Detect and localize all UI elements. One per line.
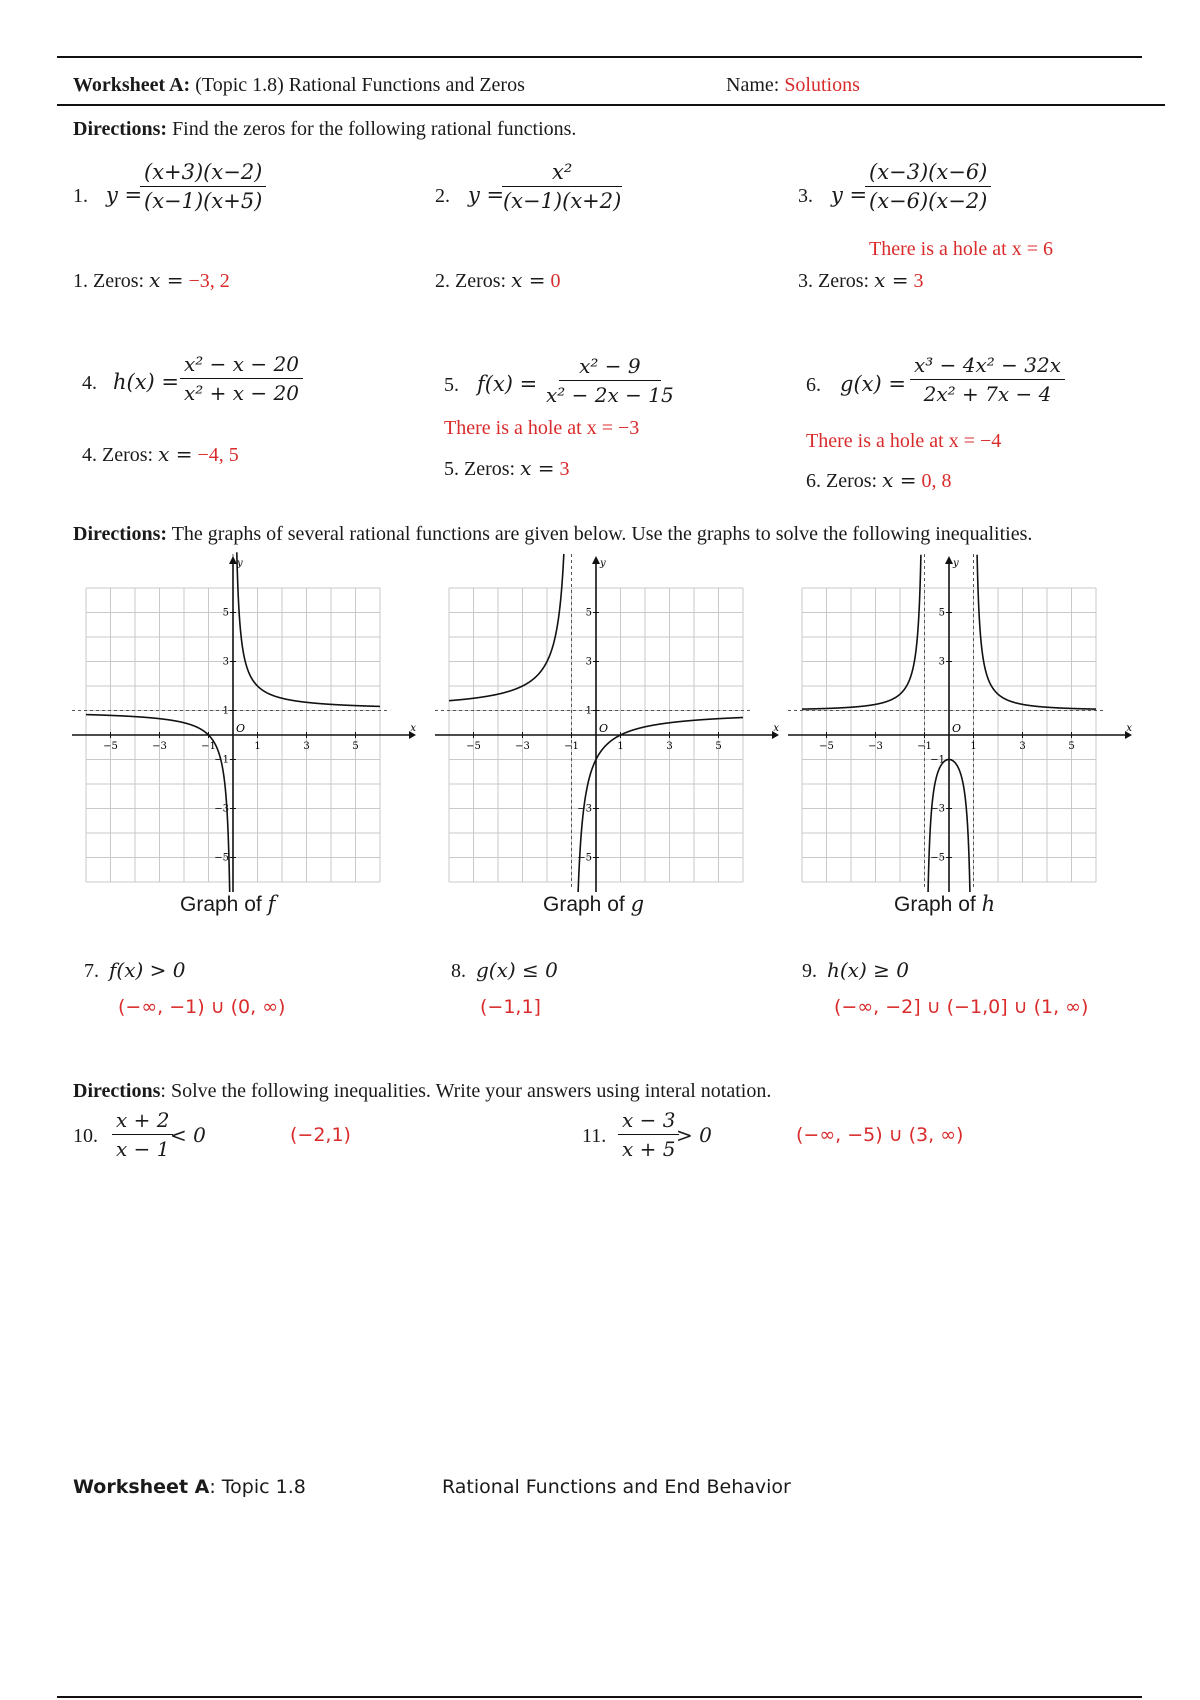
graph-g-y-tick-label: −3 [577,803,592,815]
problem-11-numerator: x − 3 [618,1108,679,1135]
graph-h-caption: Graph of h [894,892,996,916]
problem-7: 7. f(x) > 0 [84,958,186,982]
graph-h-x-tick-label: 5 [1068,741,1075,752]
problem-11-answer: (−∞, −5) ∪ (3, ∞) [796,1124,964,1146]
graph-f-curve [237,552,380,706]
graph-f [72,552,417,892]
problem-5-lhs: f(x) = [477,372,538,396]
problem-5-answer-value: 3 [559,458,570,480]
bottom-rule [57,1696,1142,1698]
graph-g-y-axis-arrow [592,556,600,564]
graph-h-y-axis-arrow [945,556,953,564]
graph-h-x-tick-label: 1 [970,741,977,752]
problem-3-answer: 3. Zeros: x = 3 [798,268,924,292]
worksheet-topic: (Topic 1.8) Rational Functions and Zeros [195,74,525,96]
footer-worksheet-label: Worksheet A [73,1476,210,1498]
directions-1-text: Find the zeros for the following rational functions. [172,118,577,140]
problem-3-answer-value: 3 [913,270,924,292]
problem-6-fraction [910,353,1065,406]
problem-5-fraction [546,354,674,407]
problem-4-answer-value: −4, 5 [197,444,239,466]
header-rule [57,104,1165,106]
problem-1-answer: 1. Zeros: x = −3, 2 [73,268,230,292]
graph-g-y-label: y [600,558,606,569]
graph-g-x-tick-label: −1 [564,741,579,752]
graph-g [435,552,780,892]
top-rule [57,56,1142,58]
graph-g-x-tick-label: −5 [466,741,481,752]
directions-2-label: Directions: [73,523,168,545]
problem-10-answer: (−2,1) [290,1124,351,1146]
problem-1-numerator: (x+3)(x−2) [140,160,266,187]
graph-f-x-tick-label: 1 [254,741,261,752]
problem-8-inequality: g(x) ≤ 0 [476,958,558,982]
graph-g-y-tick-label: −5 [577,852,592,864]
problem-9-inequality: h(x) ≥ 0 [827,958,909,982]
problem-9-answer: (−∞, −2] ∪ (−1,0] ∪ (1, ∞) [834,996,1089,1018]
name-label: Name: [726,74,780,96]
graph-h-x-tick-label: −1 [917,741,932,752]
directions-1-label: Directions: [73,118,168,140]
problem-7-inequality: f(x) > 0 [109,958,186,982]
graph-f-y-tick-label: −3 [214,803,229,815]
problem-5-denominator: x² − 2x − 15 [546,383,674,407]
problem-3-denominator: (x−6)(x−2) [869,189,988,213]
problem-3-lhs: y = [831,183,868,207]
problem-6-answer: 6. Zeros: x = 0, 8 [806,468,952,492]
graph-h-y-tick-label: 3 [938,656,945,668]
problem-1-lhs: y = [106,183,143,207]
problem-4-lhs: h(x) = [113,370,180,394]
problem-6-denominator: 2x² + 7x − 4 [923,382,1052,406]
graph-f-x-tick-label: −5 [103,741,118,752]
directions-2 [73,523,1032,546]
problem-1-fraction [140,160,266,213]
problem-4-numerator: x² − x − 20 [180,352,303,379]
problem-4-fraction [180,352,303,405]
graph-h-y-tick-label: 5 [938,607,945,619]
graph-g-origin-label: O [599,722,609,735]
graph-h-x-tick-label: −5 [819,741,834,752]
graph-f-x-label: x [410,723,416,734]
graph-h-y-tick-label: −3 [930,803,945,815]
graph-f-y-axis-arrow [229,556,237,564]
graph-f-x-tick-label: −1 [201,741,216,752]
graph-f-y-tick-label: 3 [222,656,229,668]
problem-10-numerator: x + 2 [112,1108,173,1135]
graph-h-origin-label: O [952,722,962,735]
problem-2-numerator: x² [502,160,622,187]
graph-f-y-label: y [237,558,243,569]
problem-10-relation: < 0 [170,1123,206,1147]
problem-2-answer: 2. Zeros: x = 0 [435,268,561,292]
problem-11-fraction [618,1108,679,1161]
graph-h-y-tick-label: −1 [930,754,945,766]
footer-topic: : Topic 1.8 [209,1476,306,1498]
name-value: Solutions [784,74,860,96]
problem-7-answer: (−∞, −1) ∪ (0, ∞) [118,996,286,1018]
directions-3-text: : Solve the following inequalities. Write your answers using interal notation. [160,1080,772,1102]
graph-f-y-tick-label: 5 [222,607,229,619]
graph-h-x-tick-label: 3 [1019,741,1026,752]
graph-h-x-tick-label: −3 [868,741,883,752]
graph-h-y-label: y [953,558,959,569]
problem-8-answer: (−1,1] [480,996,541,1018]
problem-4-answer: 4. Zeros: x = −4, 5 [82,442,239,466]
graph-g-caption: Graph of g [543,892,645,916]
graph-h-x-label: x [1126,723,1132,734]
graph-f-x-tick-label: 5 [352,741,359,752]
problem-11-denominator: x + 5 [622,1137,676,1161]
graph-f-x-tick-label: −3 [152,741,167,752]
graph-g-x-tick-label: 3 [666,741,673,752]
graph-g-y-tick-label: 3 [585,656,592,668]
problem-11-number: 11. [582,1125,607,1147]
problem-4-denominator: x² + x − 20 [184,381,299,405]
problem-6-numerator: x³ − 4x² − 32x [910,353,1065,380]
problem-3-number: 3. [798,185,813,207]
graph-f-origin-label: O [236,722,246,735]
problem-2-lhs: y = [468,183,505,207]
problem-11-relation: > 0 [676,1123,712,1147]
footer-left [73,1476,306,1498]
graph-f-caption: Graph of f [180,892,276,916]
graph-f-y-tick-label: −1 [214,754,229,766]
graph-h-y-tick-label: −5 [930,852,945,864]
name-field [726,74,860,97]
problem-10-denominator: x − 1 [116,1137,170,1161]
problem-3-note: There is a hole at x = 6 [869,238,1053,260]
problem-10-fraction [112,1108,173,1161]
problem-2-number: 2. [435,185,450,207]
directions-3 [73,1080,771,1103]
problem-1-denominator: (x−1)(x+5) [144,189,263,213]
graph-g-y-tick-label: 5 [585,607,592,619]
graph-g-x-tick-label: 5 [715,741,722,752]
graph-g-x-label: x [773,723,779,734]
graph-f-x-tick-label: 3 [303,741,310,752]
graph-f-y-tick-label: 1 [222,705,229,717]
problem-5-answer: 5. Zeros: x = 3 [444,456,570,480]
graph-g-y-tick-label: 1 [585,705,592,717]
directions-3-label: Directions [73,1080,161,1102]
graph-g-x-tick-label: −3 [515,741,530,752]
directions-2-text: The graphs of several rational functions are given below. Use the graphs to solve the following inequalities. [171,523,1033,545]
problem-3-fraction [865,160,991,213]
graph-g-x-tick-label: 1 [617,741,624,752]
directions-1 [73,118,576,141]
problem-1-number: 1. [73,185,88,207]
graph-h [788,552,1133,892]
problem-9: 9. h(x) ≥ 0 [802,958,909,982]
graph-f-y-tick-label: −5 [214,852,229,864]
header [73,74,525,97]
problem-1-answer-value: −3, 2 [188,270,230,292]
problem-5-numerator: x² − 9 [559,354,661,381]
problem-4-number: 4. [82,372,97,394]
problem-6-lhs: g(x) = [840,372,906,396]
problem-5-note: There is a hole at x = −3 [444,417,640,439]
problem-5-number: 5. [444,374,459,396]
problem-10-number: 10. [73,1125,98,1147]
problem-8: 8. g(x) ≤ 0 [451,958,558,982]
problem-2-answer-value: 0 [550,270,561,292]
worksheet-label: Worksheet A: [73,74,191,96]
problem-2-fraction [502,160,622,213]
problem-3-numerator: (x−3)(x−6) [865,160,991,187]
problem-2-denominator: (x−1)(x+2) [502,189,622,213]
problem-6-note: There is a hole at x = −4 [806,430,1002,452]
footer-title: Rational Functions and End Behavior [442,1476,791,1498]
problem-6-answer-value: 0, 8 [921,470,952,492]
problem-6-number: 6. [806,374,821,396]
